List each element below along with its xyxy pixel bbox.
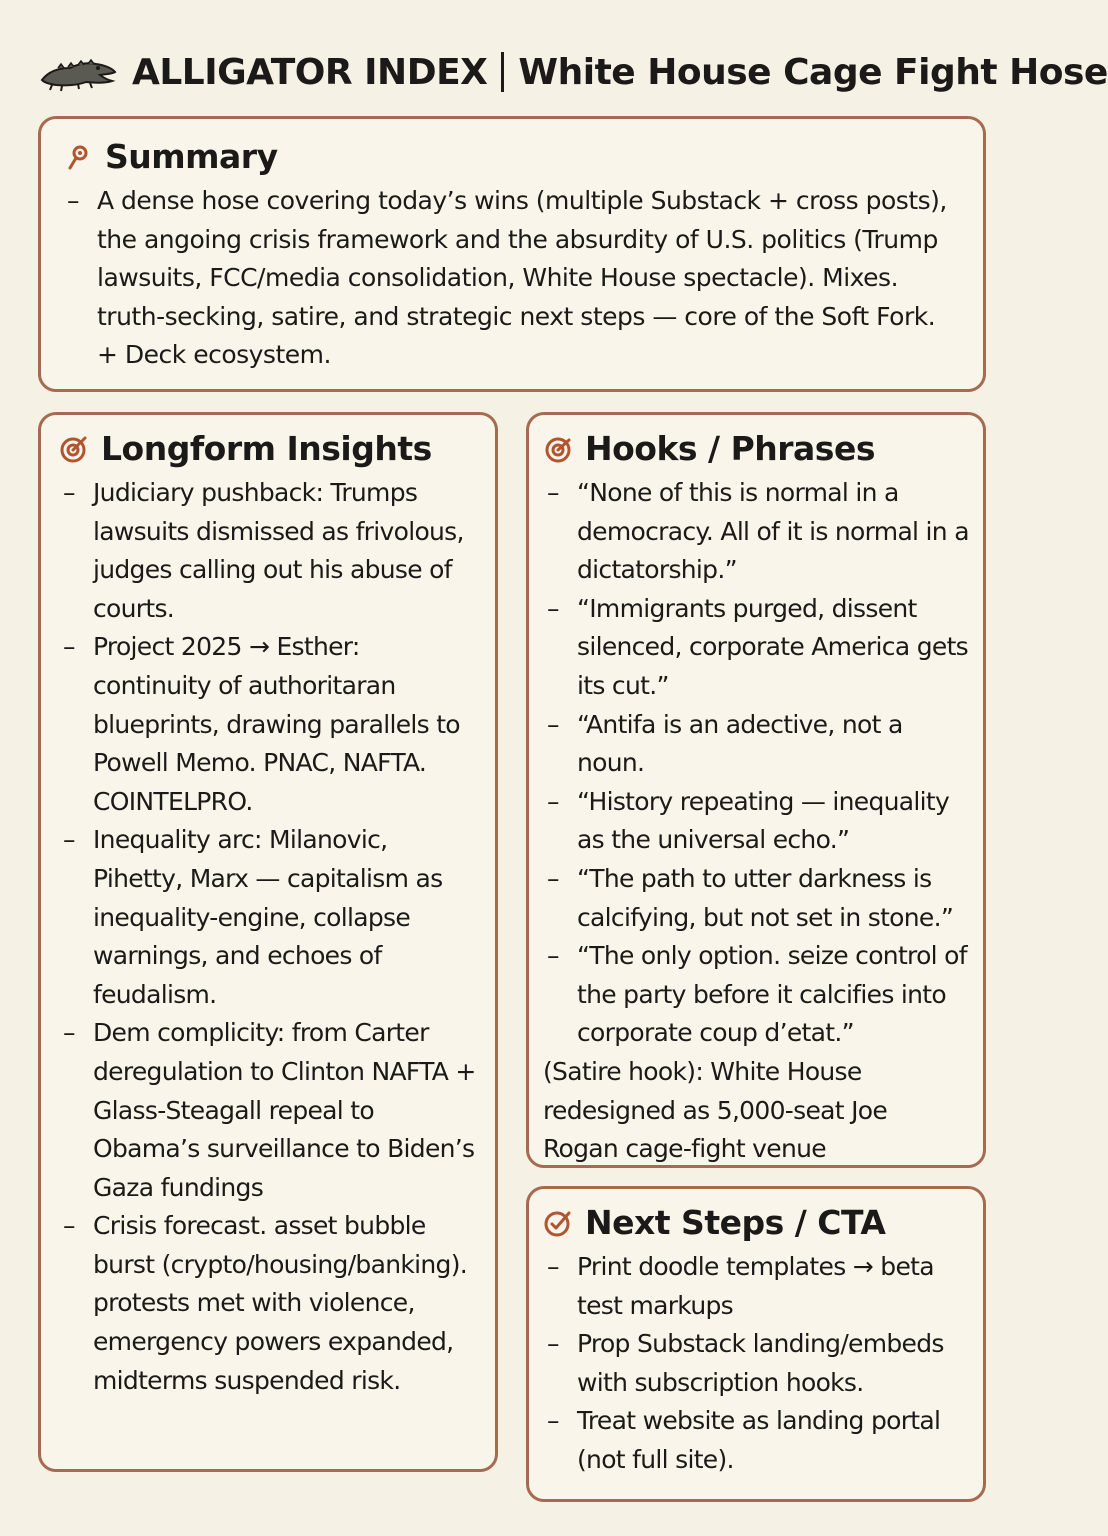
summary-list — [63, 182, 961, 375]
summary-title: Summary — [105, 137, 278, 176]
page-header — [38, 40, 1108, 104]
longform-item: – Inequality arc: Milanovic, Pihetty, Marx — capitalism as inequality-engine, collapse warnings, and echoes of feudalism. — [59, 821, 477, 1014]
checkmark-icon — [543, 1208, 573, 1238]
title-divider — [501, 52, 504, 92]
summary-header — [63, 137, 961, 176]
summary-item: – A dense hose covering today’s wins (multiple Substack + cross posts), the angoing crisis framework and the absurdity of U.S. politics (Trump lawsuits, FCC/media consolidation, White House spectacle). Mixes. truth-secking, satire, and strategic next steps — core of the Soft Fork. + Deck ecosystem. — [63, 182, 961, 375]
longform-header — [59, 429, 477, 468]
hooks-title: Hooks / Phrases — [585, 429, 875, 468]
longform-item: – Dem complicity: from Carter deregulation to Clinton NAFTA + Glass-Steagall repeal to Obama’s surveillance to Biden’s Gaza fundings — [59, 1014, 477, 1207]
target-icon — [543, 434, 573, 464]
hook-item: – “Immigrants purged, dissent silenced, corporate America gets its cut.” — [543, 590, 969, 706]
next-steps-card — [526, 1186, 986, 1502]
longform-item: – Judiciary pushback: Trumps lawsuits dismissed as frivolous, judges calling out his abuse of courts. — [59, 474, 477, 628]
hooks-list — [543, 474, 969, 1053]
satire-hook: (Satire hook): White House redesigned as 5,000-seat Joe Rogan cage-fight venue — [543, 1056, 888, 1164]
hooks-card — [526, 412, 986, 1168]
pin-icon — [63, 142, 93, 172]
longform-card — [38, 412, 498, 1472]
longform-item: – Project 2025 → Esther: continuity of authoritaran blueprints, drawing parallels to Powell Memo. PNAC, NAFTA. COINTELPRO. — [59, 628, 477, 821]
alligator-icon — [38, 50, 118, 94]
longform-title: Longform Insights — [101, 429, 432, 468]
longform-list — [59, 474, 477, 1400]
hook-item: – “Antifa is an adective, not a noun. — [543, 706, 969, 783]
hooks-header — [543, 429, 969, 468]
hook-item: – “The only option. seize control of the party before it calcifies into corporate coup d’etat.” — [543, 937, 969, 1053]
title-topic: White House Cage Fight Hose — [518, 51, 1108, 93]
target-icon — [59, 434, 89, 464]
longform-item: – Crisis forecast. asset bubble burst (crypto/housing/banking). protests met with violence, emergency powers expanded, midterms suspended risk. — [59, 1207, 477, 1400]
next-steps-title: Next Steps / CTA — [585, 1203, 886, 1242]
next-steps-header — [543, 1203, 969, 1242]
page-title — [132, 52, 1108, 93]
hook-item: – “History repeating — inequality as the universal echo.” — [543, 783, 969, 860]
next-step-item: – Prop Substack landing/embeds with subscription hooks. — [543, 1325, 969, 1402]
next-steps-list — [543, 1248, 969, 1480]
next-step-item: – Treat website as landing portal (not full site). — [543, 1402, 969, 1479]
hook-item: – “The path to utter darkness is calcifying, but not set in stone.” — [543, 860, 969, 937]
hook-item: – “None of this is normal in a democracy. All of it is normal in a dictatorship.” — [543, 474, 969, 590]
title-brand: ALLIGATOR INDEX — [132, 51, 488, 93]
next-step-item: – Print doodle templates → beta test markups — [543, 1248, 969, 1325]
summary-card — [38, 116, 986, 392]
